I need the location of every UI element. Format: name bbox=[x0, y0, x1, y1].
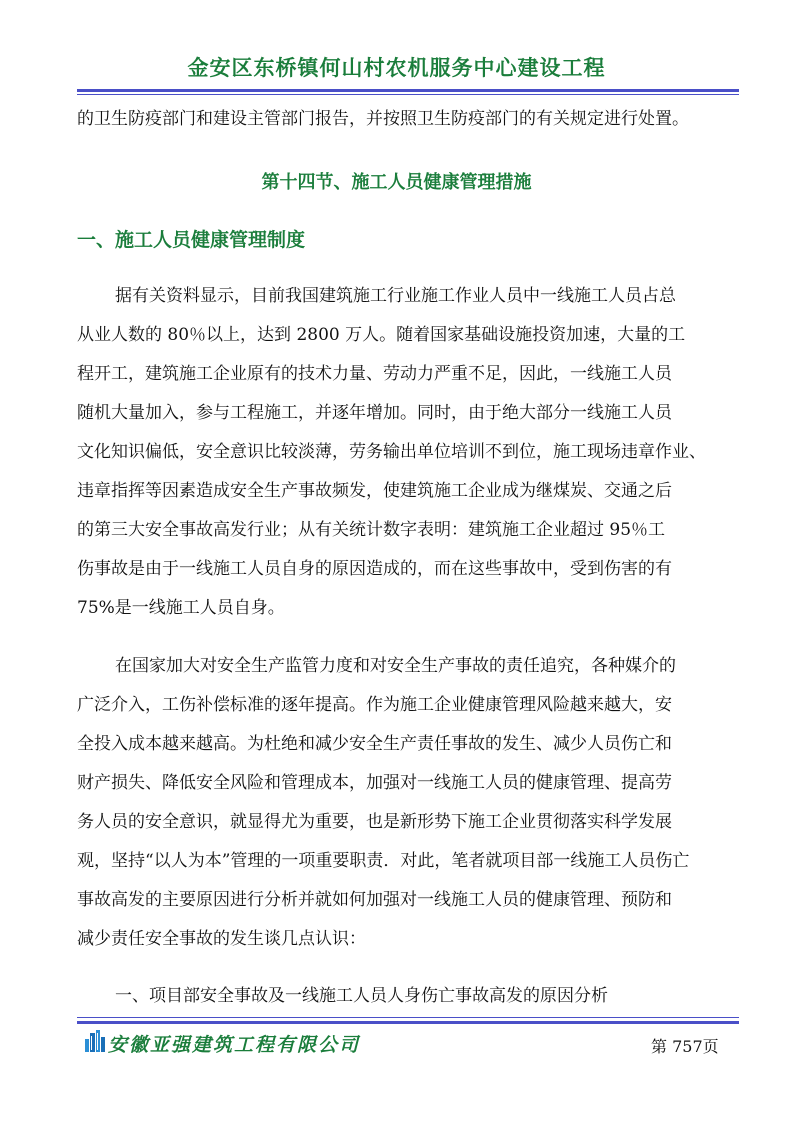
paragraph-line: 的第三大安全事故高发行业；从有关统计数字表明：建筑施工企业超过 95％工 bbox=[77, 520, 666, 540]
paragraph-line: 事故高发的主要原因进行分析并就如何加强对一线施工人员的健康管理、预防和 bbox=[77, 890, 672, 910]
paragraph-line: 文化知识偏低，安全意识比较淡薄，劳务输出单位培训不到位，施工现场违章作业、 bbox=[77, 442, 706, 462]
paragraph-line: 据有关资料显示，目前我国建筑施工行业施工作业人员中一线施工人员占总 bbox=[115, 286, 676, 306]
paragraph-line: 全投入成本越来越高。为杜绝和减少安全生产责任事故的发生、减少人员伤亡和 bbox=[77, 734, 672, 754]
paragraph-line: 随机大量加入，参与工程施工，并逐年增加。同时，由于绝大部分一线施工人员 bbox=[77, 403, 672, 423]
paragraph-line: 75%是一线施工人员自身。 bbox=[77, 598, 285, 618]
footer-company: 安徽亚强建筑工程有限公司 bbox=[108, 1034, 361, 1056]
page-number: 第 757页 bbox=[651, 1037, 719, 1056]
header-title: 金安区东桥镇何山村农机服务中心建设工程 bbox=[187, 56, 606, 80]
paragraph-line: 务人员的安全意识，就显得尤为重要，也是新形势下施工企业贯彻落实科学发展 bbox=[77, 812, 672, 832]
footer-rule bbox=[77, 1021, 739, 1024]
paragraph-line: 违章指挥等因素造成安全生产事故频发，使建筑施工企业成为继煤炭、交通之后 bbox=[77, 481, 672, 501]
list-item: 一、项目部安全事故及一线施工人员人身伤亡事故高发的原因分析 bbox=[115, 986, 608, 1006]
sub-heading: 一、施工人员健康管理制度 bbox=[77, 229, 306, 251]
building-logo-icon bbox=[84, 1029, 106, 1053]
paragraph-line: 伤事故是由于一线施工人员自身的原因造成的，而在这些事故中，受到伤害的有 bbox=[77, 559, 672, 579]
paragraph-line: 财产损失、降低安全风险和管理成本，加强对一线施工人员的健康管理、提高劳 bbox=[77, 773, 672, 793]
paragraph-line: 广泛介入，工伤补偿标准的逐年提高。作为施工企业健康管理风险越来越大，安 bbox=[77, 695, 672, 715]
footer-rule-thin bbox=[77, 1017, 739, 1018]
paragraph-line: 减少责任安全事故的发生谈几点认识： bbox=[77, 929, 366, 949]
carryover-text: 的卫生防疫部门和建设主管部门报告，并按照卫生防疫部门的有关规定进行处置。 bbox=[77, 109, 689, 129]
header-rule-thin bbox=[77, 94, 739, 95]
header-rule bbox=[77, 89, 739, 92]
paragraph-line: 从业人数的 80％以上，达到 2800 万人。随着国家基础设施投资加速，大量的工 bbox=[77, 325, 686, 345]
paragraph-line: 在国家加大对安全生产监管力度和对安全生产事故的责任追究，各种媒介的 bbox=[115, 656, 676, 676]
paragraph-line: 观，坚持“以人为本”管理的一项重要职责．对此，笔者就项目部一线施工人员伤亡 bbox=[77, 851, 690, 871]
paragraph-line: 程开工，建筑施工企业原有的技术力量、劳动力严重不足，因此，一线施工人员 bbox=[77, 364, 672, 384]
section-title: 第十四节、施工人员健康管理措施 bbox=[261, 172, 532, 193]
